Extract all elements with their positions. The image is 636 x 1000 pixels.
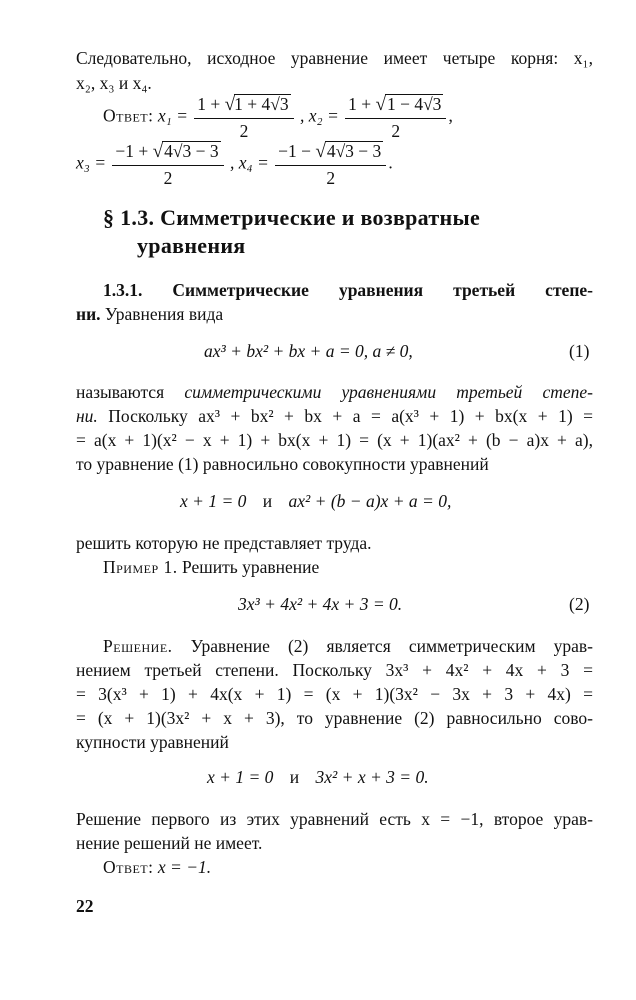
para3-line-1: Решение первого из этих уравнений есть x = −1, второе урав-: [76, 809, 593, 829]
example-text: Решить уравнение: [182, 557, 320, 577]
solution-line-3: = 3(x³ + 1) + 4x(x + 1) = (x + 1)(3x² − 3x + 3 + 4x) =: [76, 684, 593, 704]
example-label: Пример 1.: [103, 557, 178, 577]
x3-radicand: 4√3 − 3: [164, 141, 219, 161]
eq-set1-conj: и: [262, 491, 273, 511]
para1-line-4: то уравнение (1) равносильно совокупности уравнений: [76, 454, 489, 474]
para3-line-2: нение решений не имеет.: [76, 833, 263, 853]
x2-numerator-prefix: 1 +: [348, 94, 376, 114]
x2-radicand: 1 − 4√3: [386, 94, 442, 114]
x1-radicand: 1 + 4√3: [234, 94, 289, 114]
eq-set2-conj: и: [289, 767, 300, 787]
x2-denominator: 2: [391, 121, 401, 141]
para1-line-1: [76, 380, 593, 404]
solution-text: Уравнение (2) является симметрическим урав-: [190, 636, 593, 656]
sqrt-sign-icon: √: [152, 141, 164, 162]
x3-lhs: x₃ =: [76, 152, 107, 173]
equation-set-1: [180, 491, 451, 512]
answer-roots-line-1: [103, 93, 453, 142]
intro-line-2: x₂, x₃ и x₄.: [76, 73, 152, 93]
intro-line-1: Следовательно, исходное уравнение имеет четыре корня: x₁,: [76, 48, 593, 68]
sqrt-sign-icon: √: [224, 94, 236, 115]
x4-tail: .: [388, 152, 393, 173]
x2-fraction: [345, 93, 446, 142]
answer-2-label: Ответ:: [103, 857, 154, 877]
para1-term: симметрическими уравнениями третьей степе-: [184, 382, 594, 402]
eq-set1-left: x + 1 = 0: [180, 491, 247, 511]
x3-denominator: 2: [163, 168, 173, 188]
equation-set-2: [207, 767, 429, 788]
page-number: 22: [76, 896, 94, 916]
x2-lhs: , x₂ =: [299, 105, 339, 126]
para1-term-end: ни.: [76, 406, 98, 426]
subsection-title-end: ни.: [76, 304, 101, 324]
solution-line-1: [103, 634, 593, 658]
answer-label: Ответ:: [103, 105, 154, 126]
solution-line-4: = (x + 1)(3x² + x + 3), то уравнение (2) равносильно сово-: [76, 708, 593, 728]
para1-line-3: = a(x + 1)(x² − x + 1) + bx(x + 1) = (x + 1)(ax² + (b − a)x + a),: [76, 430, 593, 450]
solution-line-2: нением третьей степени. Поскольку 3x³ + 4x² + 4x + 3 =: [76, 660, 593, 680]
sqrt-sign-icon: √: [315, 141, 326, 162]
solution-line-5: купности уравнений: [76, 732, 229, 752]
solution-label: Решение.: [103, 636, 173, 656]
section-title-line-1: § 1.3. Симметрические и возвратные: [103, 205, 481, 230]
para2: решить которую не представляет труда.: [76, 533, 372, 553]
para1-factorization-1: Поскольку ax³ + bx² + bx + a = a(x³ + 1) + bx(x + 1) =: [97, 406, 593, 426]
x4-radicand: 4√3 − 3: [326, 141, 382, 161]
example-1: [103, 555, 319, 579]
subsection-line-2: [76, 302, 223, 326]
sqrt-sign-icon: √: [375, 94, 386, 115]
x2-tail: ,: [448, 105, 453, 126]
eq-set2-right: 3x² + x + 3 = 0.: [315, 767, 429, 787]
x1-numerator-prefix: 1 +: [197, 94, 225, 114]
x4-lhs: , x₄ =: [229, 152, 269, 173]
answer-2: [103, 855, 211, 879]
eq-set2-left: x + 1 = 0: [207, 767, 274, 787]
equation-1-number: (1): [569, 341, 590, 361]
x1-fraction: [194, 93, 293, 142]
para1-line-2: [76, 404, 593, 428]
x1-lhs: x₁ =: [157, 105, 188, 126]
answer-roots-line-2: [76, 140, 393, 189]
answer-2-text: x = −1.: [157, 857, 212, 877]
x1-denominator: 2: [239, 121, 249, 141]
equation-2-number: (2): [569, 594, 590, 614]
subsection-text: Уравнения вида: [104, 304, 224, 324]
x4-fraction: [275, 140, 386, 189]
x3-fraction: [112, 140, 223, 189]
eq-set1-right: ax² + (b − a)x + a = 0,: [288, 491, 452, 511]
para1-text: называются: [76, 382, 185, 402]
x3-numerator-prefix: −1 +: [115, 141, 153, 161]
section-title-line-2: уравнения: [137, 233, 246, 258]
equation-2: 3x³ + 4x² + 4x + 3 = 0.: [238, 594, 403, 614]
x4-denominator: 2: [326, 168, 336, 188]
equation-1: ax³ + bx² + bx + a = 0, a ≠ 0,: [204, 341, 413, 361]
x4-numerator-prefix: −1 −: [278, 141, 316, 161]
subsection-title: 1.3.1. Симметрические уравнения третьей степе-: [103, 280, 593, 300]
